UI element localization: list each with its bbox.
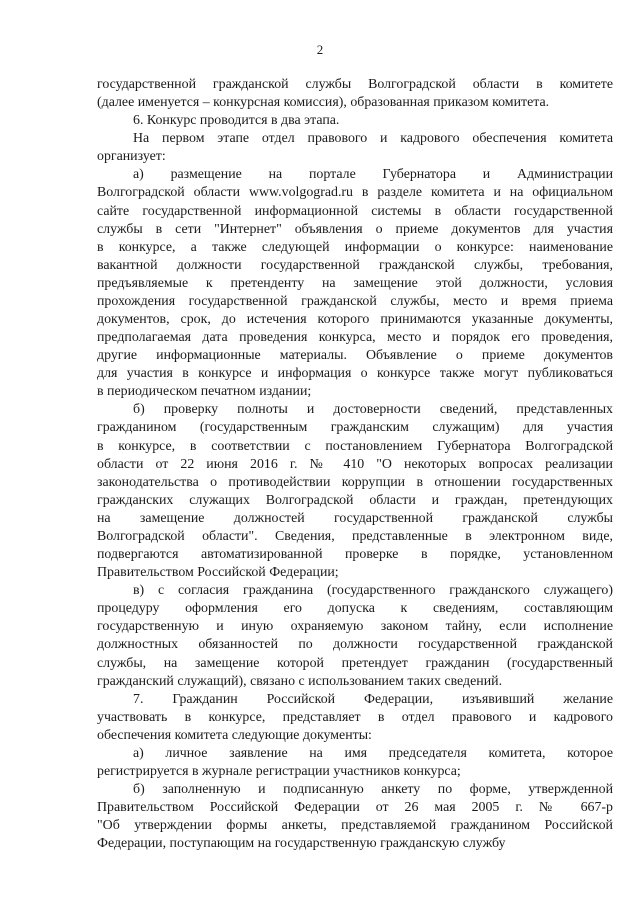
text-line: службы, на замещение которой претендует гражданин (государственный: [97, 655, 613, 671]
text-line: другие информационные материалы. Объявление о приеме документов: [97, 348, 613, 364]
text-line: в) с согласия гражданина (государственного гражданского служащего): [133, 583, 613, 599]
text-line: подвергаются автоматизированной проверке в порядке, установленном: [97, 547, 613, 563]
text-line: службы в сети "Интернет" объявления о приеме документов для участия: [97, 221, 613, 237]
text-line: прохождения государственной гражданской службы, место и время приема: [97, 293, 613, 309]
text-line: должностных обязанностей по должности государственной гражданской: [97, 637, 613, 653]
text-line: области от 22 июня 2016 г. № 410 "О некоторых вопросах реализации: [97, 456, 613, 472]
text-line: законодательства о противодействии коррупции в отношении государственных: [97, 474, 613, 490]
text-line: а) размещение на портале Губернатора и Администрации: [133, 167, 613, 183]
text-line: государственную и иную охраняемую законом тайну, если исполнение: [97, 619, 613, 635]
text-line: 7. Гражданин Российской Федерации, изъявивший желание: [133, 691, 613, 707]
text-line: участвовать в конкурсе, представляет в отдел правового и кадрового: [97, 709, 613, 725]
text-line: гражданином (государственным гражданским служащим) для участия: [97, 420, 613, 436]
text-line: б) проверку полноты и достоверности сведений, представленных: [133, 402, 613, 418]
text-line: документов, срок, до истечения которого принимаются указанные документы,: [97, 312, 613, 328]
text-line: в конкурсе, а также следующей информации о конкурсе: наименование: [97, 239, 613, 255]
text-line: гражданских служащих Волгоградской области и граждан, претендующих: [97, 492, 613, 508]
text-line: На первом этапе отдел правового и кадрового обеспечения комитета: [133, 131, 613, 147]
text-line: регистрируется в журнале регистрации участников конкурса;: [97, 763, 461, 779]
text-line: "Об утверждении формы анкеты, представляемой гражданином Российской: [97, 818, 613, 834]
text-line: Правительством Российской Федерации от 26 мая 2005 г. № 667-р: [97, 800, 613, 816]
text-line: Правительством Российской Федерации;: [97, 565, 339, 581]
text-line: предъявляемые к претенденту на замещение этой должности, условия: [97, 275, 613, 291]
text-line: Волгоградской области". Сведения, представленные в электронном виде,: [97, 528, 613, 544]
page-number: 2: [316, 42, 324, 57]
text-line: в периодическом печатном издании;: [97, 384, 312, 400]
text-line: гражданский служащий), связано с использованием таких сведений.: [97, 673, 503, 689]
text-line: (далее именуется – конкурсная комиссия), образованная приказом комитета.: [97, 95, 550, 111]
text-line: организует:: [97, 149, 166, 165]
text-line: Федерации, поступающим на государственную гражданскую службу: [97, 836, 506, 852]
document-body: [97, 76, 613, 853]
text-line: для участия в конкурсе и информация о конкурсе также могут публиковаться: [97, 366, 613, 382]
text-line: б) заполненную и подписанную анкету по форме, утвержденной: [133, 782, 613, 798]
text-line: государственной гражданской службы Волгоградской области в комитете: [97, 77, 613, 92]
text-line: сайте государственной информационной системы в области государственной: [97, 203, 613, 219]
text-line: обеспечения комитета следующие документы:: [97, 727, 372, 743]
text-line: Волгоградской области www.volgograd.ru в разделе комитета и на официальном: [97, 185, 613, 201]
text-line: а) личное заявление на имя председателя комитета, которое: [133, 745, 613, 761]
text-line: предполагаемая дата проведения конкурса, место и порядок его проведения,: [97, 330, 613, 346]
text-line: в конкурсе, в соответствии с постановлением Губернатора Волгоградской: [97, 438, 613, 454]
text-line: вакантной должности государственной гражданской службы, требования,: [97, 257, 613, 273]
text-line: 6. Конкурс проводится в два этапа.: [133, 113, 340, 129]
text-line: процедуру оформления его допуска к сведениям, составляющим: [97, 601, 613, 617]
text-line: на замещение должностей государственной гражданской службы: [97, 510, 613, 526]
